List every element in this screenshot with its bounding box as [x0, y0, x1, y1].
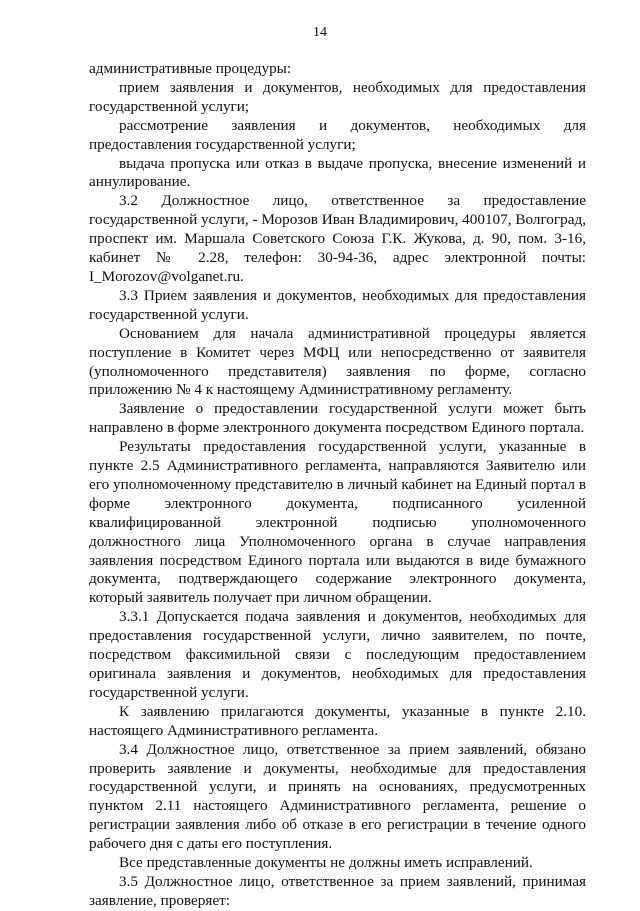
paragraph-electronic-application: Заявление о предоставлении государственной услуги может быть направлено в форме электронного документа посредством Единого портала. [89, 400, 586, 437]
paragraph-section-3-2: 3.2 Должностное лицо, ответственное за предоставление государственной услуги, - Морозов Иван Владимирович, 400107, Волгоград, проспект им. Маршала Советского Союза Г.К. Жукова, д. 90, пом. 3-16, кабинет № 2.28, телефон: 30-94-36, адрес электронной почты: I_Morozov@volganet.ru. [89, 192, 586, 285]
paragraph-results: Результаты предоставления государственной услуги, указанные в пункте 2.5 Административного регламента, направляются Заявителю или его уполномоченному представителю в личный кабинет на Единый портал в форме электронного документа, подписанного усиленной квалифицированной электронной подписью уполномоченного должностного лица Уполномоченного органа в случае направления заявления посредством Единого портала или выдаются в виде бумажного документа, подтверждающего содержание электронного документа, который заявитель получает при личном обращении. [89, 438, 586, 607]
paragraph-procedures-intro: административные процедуры: [89, 60, 292, 77]
paragraph-attachments: К заявлению прилагаются документы, указанные в пункте 2.10. настоящего Административного регламента. [89, 702, 586, 739]
paragraph-procedure-reception: прием заявления и документов, необходимых для предоставления государственной услуги; [89, 78, 586, 115]
paragraph-no-corrections: Все представленные документы не должны иметь исправлений. [119, 854, 533, 872]
paragraph-procedure-review: рассмотрение заявления и документов, необходимых для предоставления государственной услуги; [89, 116, 586, 153]
paragraph-basis: Основанием для начала административной процедуры является поступление в Комитет через МФЦ или непосредственно от заявителя (уполномоченного представителя) заявления по форме, согласно приложению № 4 к настоящему Административному регламенту. [89, 324, 586, 399]
page-number: 14 [313, 25, 327, 40]
paragraph-section-3-3: 3.3 Прием заявления и документов, необходимых для предоставления государственной услуги. [89, 286, 586, 323]
paragraph-section-3-3-1: 3.3.1 Допускается подача заявления и документов, необходимых для предоставления государственной услуги, лично заявителем, по почте, посредством факсимильной связи с последующим предоставлением оригинала заявления и документов, необходимых для предоставления государственной услуги. [89, 608, 586, 701]
document-body [89, 60, 586, 911]
paragraph-section-3-4: 3.4 Должностное лицо, ответственное за прием заявлений, обязано проверить заявление и документы, необходимые для предоставления государственной услуги, и принять на основаниях, предусмотренных пунктом 2.11 настоящего Административного регламента, решение о регистрации заявления либо об отказе в его регистрации в течение одного рабочего дня с даты его поступления. [89, 740, 586, 853]
paragraph-procedure-issuance: выдача пропуска или отказ в выдаче пропуска, внесение изменений и аннулирование. [89, 154, 586, 191]
paragraph-section-3-5: 3.5 Должностное лицо, ответственное за прием заявлений, принимая заявление, проверяет: [89, 872, 586, 909]
